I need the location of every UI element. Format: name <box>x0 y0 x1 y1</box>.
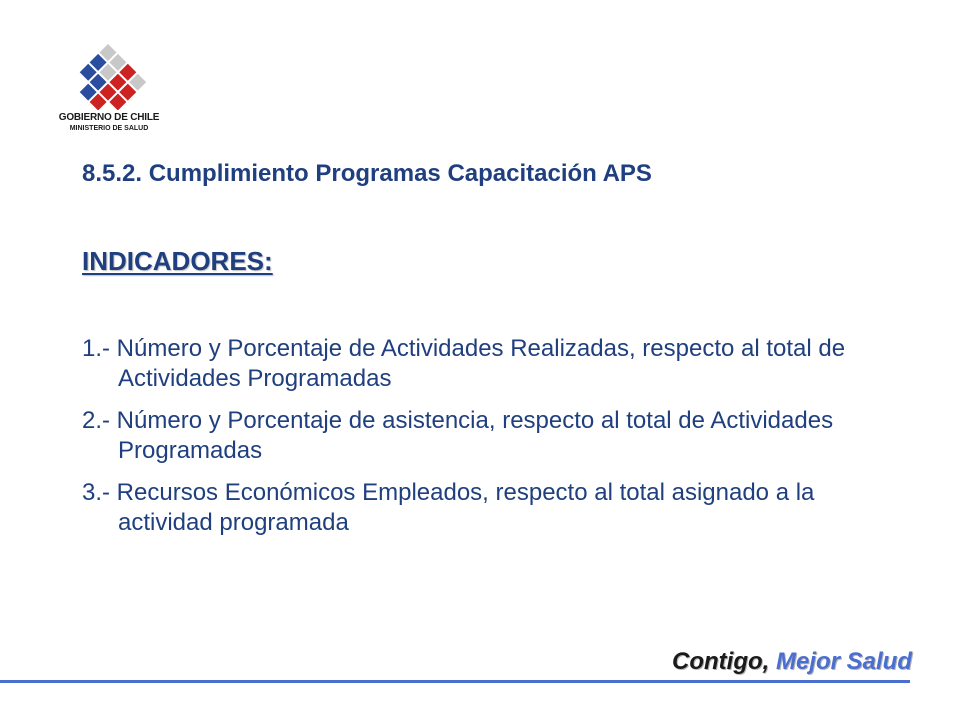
indicator-item-3: 3.- Recursos Económicos Empleados, respecto al total asignado a la actividad programada <box>82 479 815 536</box>
gobierno-de-chile-logo <box>44 38 174 138</box>
indicator-list <box>82 334 882 550</box>
slogan-part-1: Contigo, <box>672 648 770 675</box>
indicators-heading: INDICADORES: <box>82 246 273 276</box>
government-emblem-icon <box>62 38 154 110</box>
indicator-item-1: 1.- Número y Porcentaje de Actividades Realizadas, respecto al total de Actividades Programadas <box>82 335 846 392</box>
indicator-item-2: 2.- Número y Porcentaje de asistencia, respecto al total de Actividades Programadas <box>82 407 834 464</box>
logo-government-text: GOBIERNO DE CHILE <box>58 112 160 123</box>
logo-ministry-text: MINISTERIO DE SALUD <box>69 125 149 132</box>
footer-slogan <box>672 648 912 676</box>
footer-divider-line <box>0 680 910 683</box>
slide-title: 8.5.2. Cumplimiento Programas Capacitación APS <box>82 160 652 187</box>
slogan-part-2: Mejor Salud <box>769 648 912 675</box>
